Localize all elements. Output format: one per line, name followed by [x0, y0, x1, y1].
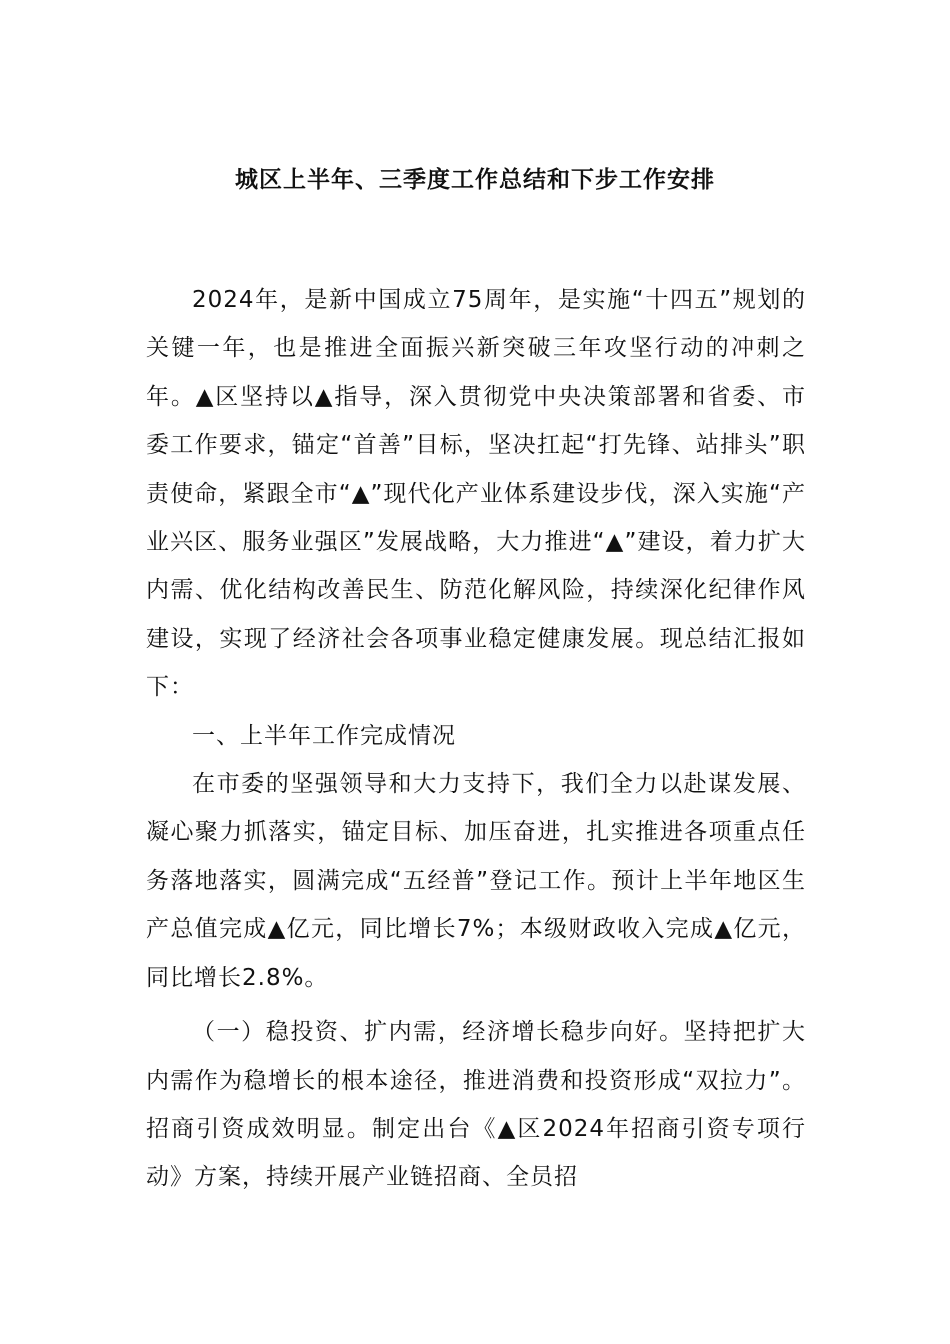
summary-paragraph: 在市委的坚强领导和大力支持下，我们全力以赴谋发展、凝心聚力抓落实，锚定目标、加压奋进，扎实推进各项重点任务落地落实，圆满完成“五经普”登记工作。预计上半年地区生产总值完成▲亿元，同比增长7%；本级财政收入完成▲亿元，同比增长2.8%。	[146, 771, 806, 991]
document-body	[146, 276, 806, 1202]
intro-paragraph: 2024年，是新中国成立75周年，是实施“十四五”规划的关键一年，也是推进全面振兴新突破三年攻坚行动的冲刺之年。▲区坚持以▲指导，深入贯彻党中央决策部署和省委、市委工作要求，锚定“首善”目标，坚决扛起“打先锋、站排头”职责使命，紧跟全市“▲”现代化产业体系建设步伐，深入实施“产业兴区、服务业强区”发展战略，大力推进“▲”建设，着力扩大内需、优化结构改善民生、防范化解风险，持续深化纪律作风建设，实现了经济社会各项事业稳定健康发展。现总结汇报如下：	[146, 287, 806, 701]
section-heading: 一、上半年工作完成情况	[192, 722, 456, 749]
document-title: 城区上半年、三季度工作总结和下步工作安排	[235, 166, 715, 193]
subsection-paragraph: （一）稳投资、扩内需，经济增长稳步向好。坚持把扩大内需作为稳增长的根本途径，推进消费和投资形成“双拉力”。招商引资成效明显。制定出台《▲区2024年招商引资专项行动》方案，持续开展产业链招商、全员招	[146, 1019, 806, 1191]
